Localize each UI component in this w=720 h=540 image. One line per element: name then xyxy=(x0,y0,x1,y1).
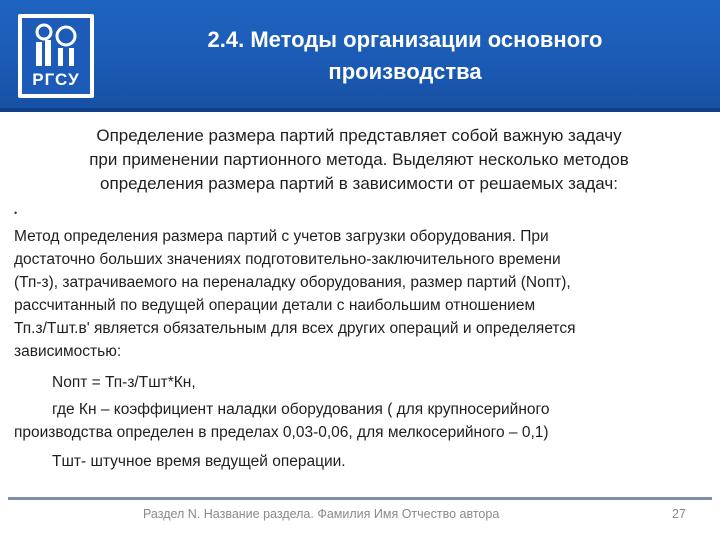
footer-divider xyxy=(8,497,712,500)
header-divider xyxy=(0,108,720,112)
note-line: Тшт- штучное время ведущей операции. xyxy=(52,453,346,470)
intro-paragraph xyxy=(14,124,704,196)
intro-line: при применении партионного метода. Выделяют несколько методов xyxy=(89,150,629,169)
slide-body xyxy=(14,124,704,473)
bullet-line: рассчитанный по ведущей операции детали с наибольшим отношением xyxy=(14,297,536,314)
bullet-line: достаточно больших значениях подготовительно-заключительного времени xyxy=(14,251,561,268)
bullet-line: зависимостью: xyxy=(14,343,122,360)
logo-emblem-icon xyxy=(22,18,90,70)
university-logo xyxy=(18,14,94,98)
logo-text: РГСУ xyxy=(32,70,80,89)
coefficient-note xyxy=(14,398,704,444)
bullet-line: (Тп-з), затрачиваемого на переналадку оборудования, размер партий (Nопт), xyxy=(14,274,571,291)
note-line: где Кн – коэффициент наладки оборудования ( для крупносерийного xyxy=(52,401,550,418)
title-line: производства xyxy=(328,59,482,84)
page-number: 27 xyxy=(672,507,686,521)
bullet-text: Метод определения размера партий с учетов загрузки оборудования. При xyxy=(14,228,549,245)
piece-time-note xyxy=(14,450,704,473)
slide-header xyxy=(0,0,720,112)
bullet-paragraph xyxy=(14,202,704,363)
footer-text: Раздел N. Название раздела. Фамилия Имя Отчество автора xyxy=(143,507,500,521)
bullet-marker: • xyxy=(14,208,18,218)
slide-title xyxy=(110,24,700,88)
intro-line: определения размера партий в зависимости от решаемых задач: xyxy=(100,174,618,193)
intro-line: Определение размера партий представляет собой важную задачу xyxy=(96,126,622,145)
bullet-line xyxy=(14,202,704,248)
bullet-line: Тп.з/Тшт.в' является обязательным для всех других операций и определяется xyxy=(14,320,576,337)
note-line: производства определен в пределах 0,03-0,06, для мелкосерийного – 0,1) xyxy=(14,424,549,441)
formula: Nопт = Тп-з/Тшт*Кн, xyxy=(52,374,196,391)
title-line: 2.4. Методы организации основного xyxy=(207,27,603,52)
